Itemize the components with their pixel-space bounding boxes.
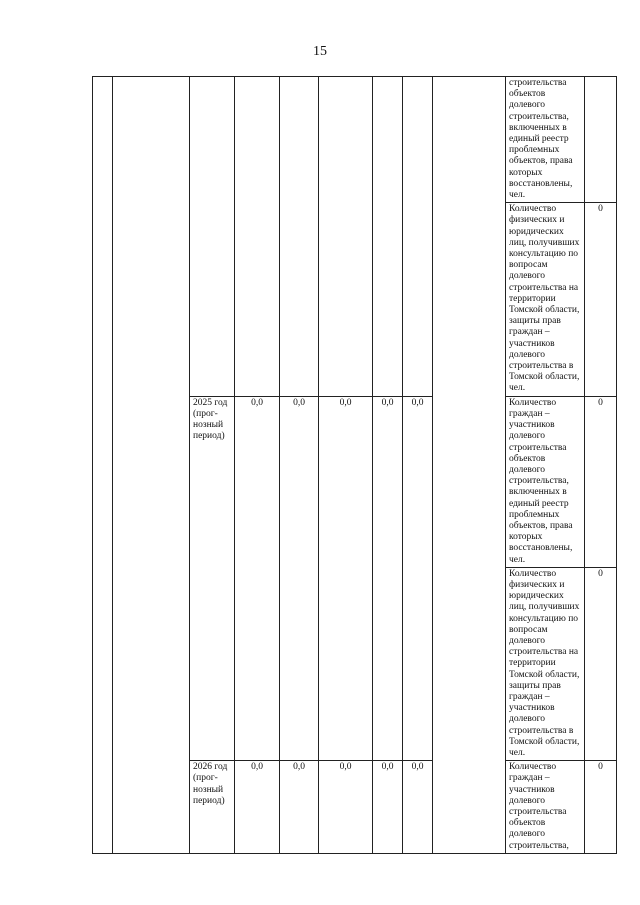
indicator-name: Количество физических и юридических лиц, получивших консультацию по вопросам долевого строительства на территории Томской области, защиты прав граждан – участников долевого строительства в Томской области, чел. bbox=[506, 203, 585, 396]
amount-cell bbox=[319, 77, 373, 397]
indicator-value: 0 bbox=[585, 396, 617, 567]
col-name-cell bbox=[113, 77, 190, 854]
indicator-value: 0 bbox=[585, 761, 617, 854]
amount-cell: 0,0 bbox=[235, 761, 280, 854]
amount-cell bbox=[280, 77, 319, 397]
amount-cell: 0,0 bbox=[373, 396, 403, 761]
executor-cell bbox=[433, 77, 506, 854]
year-cell: 2026 год (прог-нозный период) bbox=[190, 761, 235, 854]
indicator-value: 0 bbox=[585, 567, 617, 760]
indicator-name: Количество граждан – участников долевого строительства объектов долевого строительства, bbox=[506, 761, 585, 854]
indicator-name: Количество физических и юридических лиц, получивших консультацию по вопросам долевого строительства на территории Томской области, защиты прав граждан – участников долевого строительства в Томской области, чел. bbox=[506, 567, 585, 760]
amount-cell: 0,0 bbox=[403, 761, 433, 854]
col-number-cell bbox=[93, 77, 113, 854]
program-table bbox=[92, 76, 617, 854]
amount-cell bbox=[373, 77, 403, 397]
page-number: 15 bbox=[313, 44, 327, 59]
year-cell: 2025 год (прог-нозный период) bbox=[190, 396, 235, 761]
indicator-value bbox=[585, 77, 617, 203]
amount-cell: 0,0 bbox=[403, 396, 433, 761]
amount-cell: 0,0 bbox=[373, 761, 403, 854]
amount-cell bbox=[403, 77, 433, 397]
amount-cell: 0,0 bbox=[319, 396, 373, 761]
amount-cell: 0,0 bbox=[280, 396, 319, 761]
indicator-name: Количество граждан – участников долевого строительства объектов долевого строительства, включенных в единый реестр проблемных объектов, права которых восстановлены, чел. bbox=[506, 396, 585, 567]
amount-cell bbox=[235, 77, 280, 397]
indicator-name: строительства объектов долевого строительства, включенных в единый реестр проблемных объектов, права которых восстановлены, чел. bbox=[506, 77, 585, 203]
indicator-value: 0 bbox=[585, 203, 617, 396]
amount-cell: 0,0 bbox=[235, 396, 280, 761]
amount-cell: 0,0 bbox=[280, 761, 319, 854]
table-row bbox=[93, 77, 617, 203]
year-cell bbox=[190, 77, 235, 397]
amount-cell: 0,0 bbox=[319, 761, 373, 854]
